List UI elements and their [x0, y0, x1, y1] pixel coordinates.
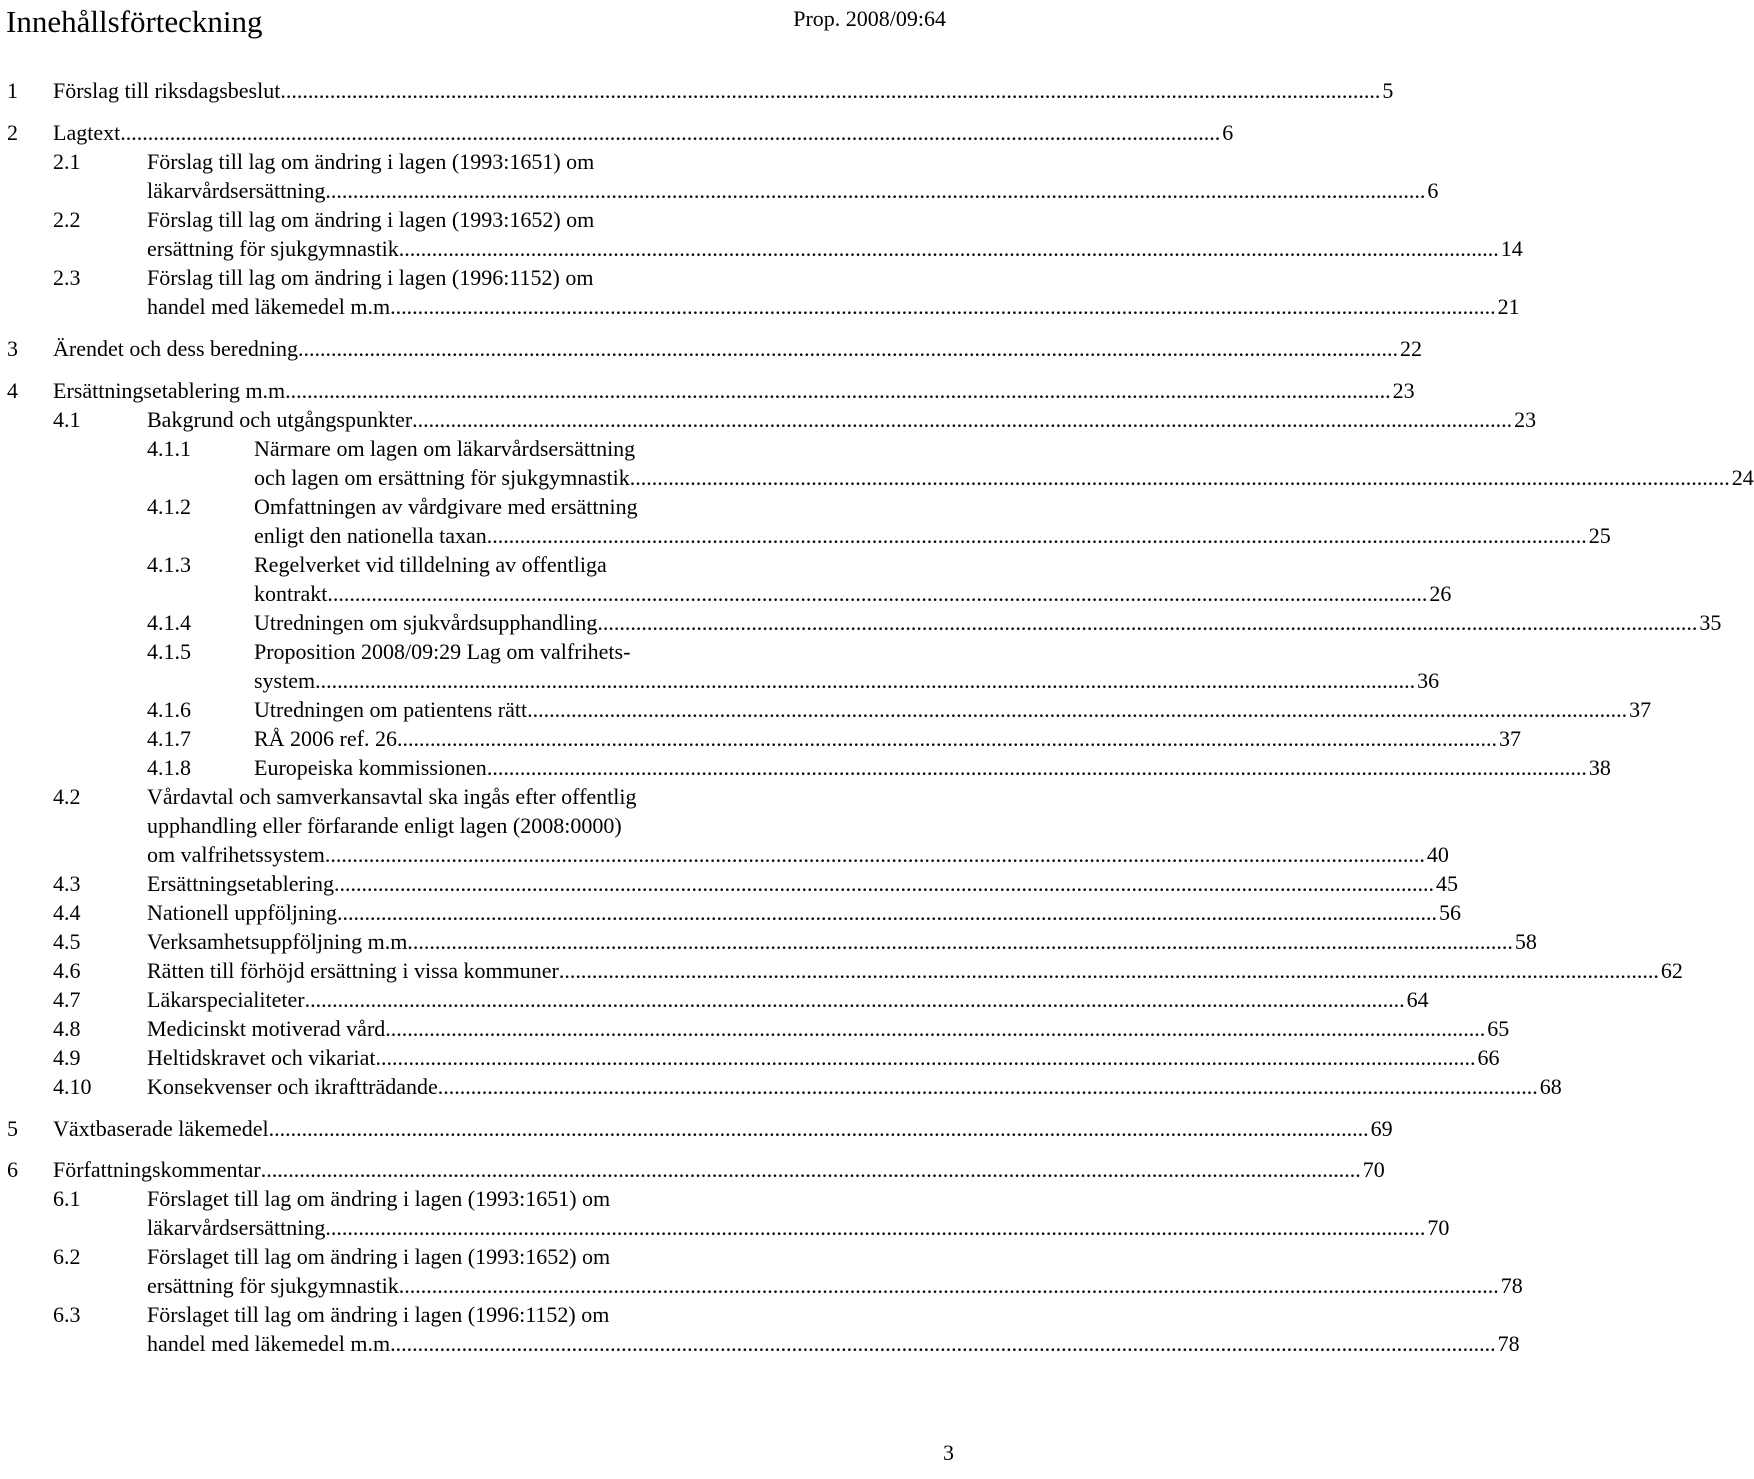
toc-entry-number: 4 [7, 378, 18, 403]
toc-entry-number: 6.3 [53, 1302, 81, 1327]
dot-leader: ........................................................................................................................................................................................................ [412, 929, 1513, 954]
toc-entry-title: Utredningen om sjukvårdsupphandling [254, 610, 598, 635]
toc-entry-number: 4.6 [53, 958, 81, 983]
toc-entry-title: Förslag till lag om ändring i lagen (1996:1152) om [147, 265, 594, 290]
toc-entry[interactable] [0, 811, 746, 840]
toc-entry-number: 1 [7, 78, 18, 103]
toc-entry-page: 70 [1362, 1157, 1385, 1182]
toc-entry-title: kontrakt [254, 581, 328, 606]
dot-leader: ........................................................................................................................................................................................................ [333, 871, 1434, 896]
toc-entry[interactable] [0, 840, 1449, 869]
toc-entry-number: 4.8 [53, 1016, 81, 1041]
toc-entry[interactable] [0, 521, 1611, 550]
toc-entry[interactable] [0, 292, 1520, 321]
toc-entry-title: Förslaget till lag om ändring i lagen (1993:1651) om [147, 1186, 611, 1211]
toc-entry-page: 70 [1427, 1215, 1450, 1240]
toc-entry[interactable] [0, 869, 1458, 898]
toc-entry[interactable] [0, 1043, 1500, 1072]
toc-entry-title: RÅ 2006 ref. 26 [254, 726, 397, 751]
dot-leader: ........................................................................................................................................................................................................ [396, 726, 1497, 751]
toc-entry-title: Rätten till förhöjd ersättning i vissa kommuner [147, 958, 559, 983]
toc-entry[interactable] [0, 753, 1611, 782]
dot-leader: ........................................................................................................................................................................................................ [268, 1116, 1369, 1141]
toc-entry-page: 45 [1435, 871, 1458, 896]
dot-leader: ........................................................................................................................................................................................................ [337, 900, 1438, 925]
toc-entry-title: Ersättningsetablering [147, 871, 334, 896]
toc-entry-page: 65 [1487, 1016, 1510, 1041]
dot-leader: ........................................................................................................................................................................................................ [315, 668, 1416, 693]
toc-entry-title: Europeiska kommissionen [254, 755, 487, 780]
toc-entry[interactable] [0, 985, 1429, 1014]
toc-entry[interactable] [0, 376, 1415, 405]
dot-leader: ........................................................................................................................................................................................................ [280, 78, 1381, 103]
toc-entry-title: Förslaget till lag om ändring i lagen (1993:1652) om [147, 1244, 611, 1269]
toc-entry-title: handel med läkemedel m.m. [147, 294, 396, 319]
toc-entry[interactable] [0, 724, 1521, 753]
toc-entry-page: 64 [1406, 987, 1429, 1012]
toc-entry-page: 22 [1399, 336, 1422, 361]
toc-entry-number: 4.1.4 [147, 610, 191, 635]
toc-entry[interactable] [0, 147, 746, 176]
toc-entry[interactable] [0, 579, 1452, 608]
page-number: 3 [943, 1440, 954, 1465]
toc-entry-title: Regelverket vid tilldelning av offentliga [254, 552, 607, 577]
dot-leader: ........................................................................................................................................................................................................ [290, 378, 1391, 403]
toc-entry[interactable] [0, 666, 1440, 695]
toc-entry[interactable] [0, 1329, 1520, 1358]
dot-leader: ........................................................................................................................................................................................................ [375, 1045, 1476, 1070]
dot-leader: ........................................................................................................................................................................................................ [297, 336, 1398, 361]
dot-leader: ........................................................................................................................................................................................................ [398, 236, 1499, 261]
toc-entry-title: Omfattningen av vårdgivare med ersättning [254, 494, 638, 519]
toc-entry-number: 5 [7, 1116, 18, 1141]
dot-leader: ........................................................................................................................................................................................................ [527, 697, 1628, 722]
dot-leader: ........................................................................................................................................................................................................ [395, 1331, 1496, 1356]
toc-entry-number: 2 [7, 120, 18, 145]
toc-entry-number: 4.1.7 [147, 726, 191, 751]
toc-entry-number: 4.5 [53, 929, 81, 954]
toc-entry-page: 37 [1498, 726, 1521, 751]
dot-leader: ........................................................................................................................................................................................................ [385, 1016, 1486, 1041]
toc-entry-title: Förslaget till lag om ändring i lagen (1996:1152) om [147, 1302, 610, 1327]
toc-entry-page: 58 [1514, 929, 1537, 954]
dot-leader: ........................................................................................................................................................................................................ [597, 610, 1698, 635]
toc-entry[interactable] [0, 608, 1722, 637]
dot-leader: ........................................................................................................................................................................................................ [398, 1273, 1499, 1298]
toc-entry-number: 4.1.1 [147, 436, 191, 461]
toc-entry[interactable] [0, 956, 1683, 985]
dot-leader: ........................................................................................................................................................................................................ [304, 987, 1405, 1012]
toc-entry-title: Lagtext [53, 120, 121, 145]
toc-entry[interactable] [0, 1014, 1510, 1043]
toc-entry[interactable] [0, 1271, 1523, 1300]
toc-entry-number: 2.2 [53, 207, 81, 232]
toc-entry-page: 6 [1222, 120, 1234, 145]
toc-entry-page: 40 [1426, 842, 1449, 867]
dot-leader: ........................................................................................................................................................................................................ [327, 581, 1428, 606]
toc-entry-number: 6.1 [53, 1186, 81, 1211]
toc-entry-title: Förslag till riksdagsbeslut [53, 78, 281, 103]
toc-entry-title: Närmare om lagen om läkarvårdsersättning [254, 436, 636, 461]
toc-entry-title: Bakgrund och utgångspunkter [147, 407, 413, 432]
toc-entry-number: 4.1.3 [147, 552, 191, 577]
toc-entry-number: 2.1 [53, 149, 81, 174]
toc-entry-title: och lagen om ersättning för sjukgymnastik [254, 465, 630, 490]
toc-entry-number: 4.4 [53, 900, 81, 925]
toc-entry-title: handel med läkemedel m.m. [147, 1331, 396, 1356]
toc-entry[interactable] [0, 263, 746, 292]
toc-entry-number: 4.1.5 [147, 639, 191, 664]
toc-entry[interactable] [0, 898, 1462, 927]
toc-entry-number: 4.1.8 [147, 755, 191, 780]
toc-entry[interactable] [0, 1114, 1393, 1143]
toc-entry-page: 62 [1660, 958, 1683, 983]
toc-entry[interactable] [0, 782, 746, 811]
toc-entry[interactable] [0, 463, 1754, 492]
toc-entry-page: 23 [1392, 378, 1415, 403]
toc-entry-title: Konsekvenser och ikraftträdande [147, 1074, 438, 1099]
toc-entry-title: läkarvårdsersättning [147, 178, 326, 203]
toc-entry-number: 4.1 [53, 407, 81, 432]
toc-entry-title: läkarvårdsersättning [147, 1215, 326, 1240]
toc-entry-number: 4.2 [53, 784, 81, 809]
toc-entry-page: 23 [1514, 407, 1537, 432]
dot-leader: ........................................................................................................................................................................................................ [325, 1215, 1426, 1240]
toc-entry[interactable] [0, 1242, 746, 1271]
toc-entry-number: 4.3 [53, 871, 81, 896]
toc-entry-number: 6 [7, 1157, 18, 1182]
toc-entry[interactable] [0, 1155, 1385, 1184]
toc-entry-page: 38 [1588, 755, 1611, 780]
toc-entry-title: ersättning för sjukgymnastik [147, 236, 399, 261]
toc-entry[interactable] [0, 927, 1537, 956]
dot-leader: ........................................................................................................................................................................................................ [486, 755, 1587, 780]
toc-entry[interactable] [0, 1072, 1562, 1101]
toc-entry-title: enligt den nationella taxan [254, 523, 487, 548]
toc-entry[interactable] [0, 550, 746, 579]
toc-entry-page: 26 [1429, 581, 1452, 606]
toc-entry-title: Läkarspecialiteter [147, 987, 305, 1012]
proposition-number: Prop. 2008/09:64 [793, 6, 946, 31]
dot-leader: ........................................................................................................................................................................................................ [120, 120, 1221, 145]
toc-entry-number: 4.7 [53, 987, 81, 1012]
toc-entry-number: 2.3 [53, 265, 81, 290]
toc-entry-title: upphandling eller förfarande enligt lagen (2008:0000) [147, 813, 622, 838]
toc-entry[interactable] [0, 637, 746, 666]
toc-entry-page: 37 [1629, 697, 1652, 722]
toc-entry-title: Växtbaserade läkemedel [53, 1116, 269, 1141]
toc-entry-title: Ärendet och dess beredning [53, 336, 298, 361]
dot-leader: ........................................................................................................................................................................................................ [412, 407, 1513, 432]
toc-entry-title: om valfrihetssystem [147, 842, 325, 867]
toc-entry-number: 6.2 [53, 1244, 81, 1269]
toc-entry-number: 4.1.6 [147, 697, 191, 722]
toc-entry-title: Medicinskt motiverad vård [147, 1016, 386, 1041]
toc-entry-page: 36 [1417, 668, 1440, 693]
toc-entry-page: 25 [1588, 523, 1611, 548]
toc-entry-title: Förslag till lag om ändring i lagen (1993:1652) om [147, 207, 595, 232]
toc-entry-title: Nationell uppföljning [147, 900, 338, 925]
toc-entry-page: 69 [1370, 1116, 1393, 1141]
dot-leader: ........................................................................................................................................................................................................ [260, 1157, 1361, 1182]
toc-entry[interactable] [0, 234, 1523, 263]
toc-entry-page: 78 [1497, 1331, 1520, 1356]
toc-entry-page: 24 [1731, 465, 1754, 490]
page-title: Innehållsförteckning [6, 4, 263, 39]
toc-entry-title: Vårdavtal och samverkansavtal ska ingås efter offentlig [147, 784, 637, 809]
toc-entry[interactable] [0, 176, 1439, 205]
toc-entry-page: 35 [1699, 610, 1722, 635]
toc-entry[interactable] [0, 434, 746, 463]
toc-entry[interactable] [0, 1184, 746, 1213]
toc-entry-title: ersättning för sjukgymnastik [147, 1273, 399, 1298]
toc-entry-number: 4.9 [53, 1045, 81, 1070]
toc-entry-page: 14 [1500, 236, 1523, 261]
toc-entry-number: 4.10 [53, 1074, 92, 1099]
toc-entry-page: 6 [1427, 178, 1439, 203]
toc-entry-page: 56 [1439, 900, 1462, 925]
toc-entry-number: 3 [7, 336, 18, 361]
dot-leader: ........................................................................................................................................................................................................ [324, 842, 1425, 867]
toc-entry[interactable] [0, 76, 1394, 105]
toc-entry[interactable] [0, 1213, 1450, 1242]
toc-entry-title: system [254, 668, 316, 693]
toc-entry-page: 68 [1539, 1074, 1562, 1099]
dot-leader: ........................................................................................................................................................................................................ [486, 523, 1587, 548]
toc-entry-title: Författningskommentar [53, 1157, 261, 1182]
dot-leader: ........................................................................................................................................................................................................ [395, 294, 1496, 319]
dot-leader: ........................................................................................................................................................................................................ [558, 958, 1659, 983]
toc-entry[interactable] [0, 492, 746, 521]
dot-leader: ........................................................................................................................................................................................................ [629, 465, 1730, 490]
dot-leader: ........................................................................................................................................................................................................ [325, 178, 1426, 203]
toc-entry[interactable] [0, 695, 1652, 724]
toc-entry-page: 66 [1477, 1045, 1500, 1070]
toc-entry-title: Proposition 2008/09:29 Lag om valfrihets- [254, 639, 631, 664]
toc-entry[interactable] [0, 334, 1422, 363]
toc-entry[interactable] [0, 1300, 746, 1329]
toc-entry-page: 21 [1497, 294, 1520, 319]
toc-entry-page: 78 [1500, 1273, 1523, 1298]
toc-entry-page: 5 [1382, 78, 1394, 103]
toc-entry-title: Förslag till lag om ändring i lagen (1993:1651) om [147, 149, 595, 174]
toc-entry-number: 4.1.2 [147, 494, 191, 519]
toc-entry-title: Ersättningsetablering m.m. [53, 378, 291, 403]
toc-entry-title: Verksamhetsuppföljning m.m. [147, 929, 413, 954]
dot-leader: ........................................................................................................................................................................................................ [437, 1074, 1538, 1099]
toc-entry-title: Utredningen om patientens rätt [254, 697, 528, 722]
toc-entry[interactable] [0, 405, 1537, 434]
toc-entry[interactable] [0, 205, 746, 234]
toc-entry-title: Heltidskravet och vikariat [147, 1045, 376, 1070]
toc-entry[interactable] [0, 118, 1234, 147]
